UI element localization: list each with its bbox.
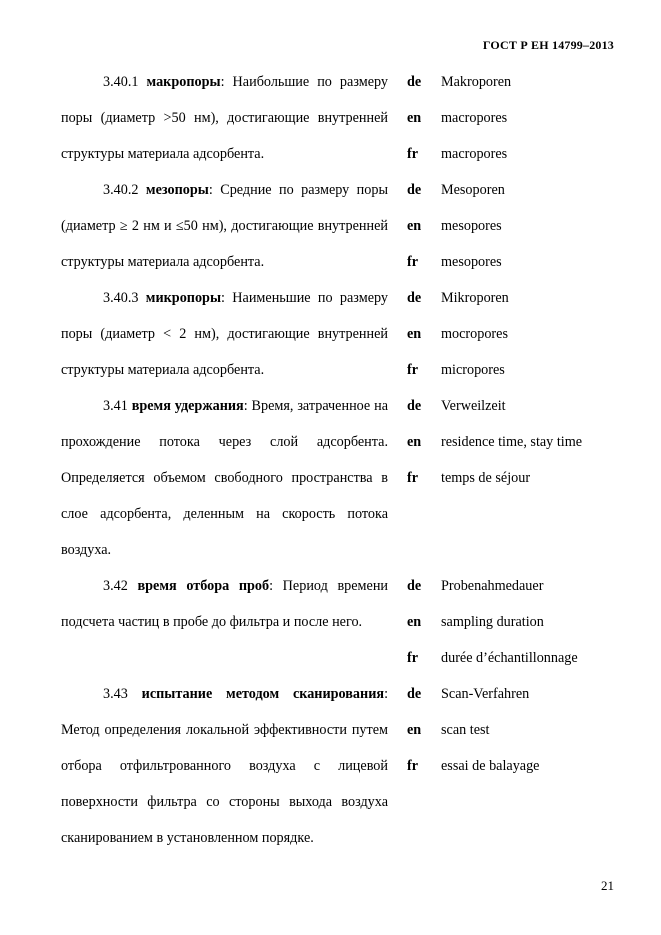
term-name: испытание методом сканирования [141,686,385,702]
translated-term: residence time, stay time [441,433,583,450]
term-definition: : Время, затраченное на прохождение потока через слой адсорбента. Определяется объемом свободного пространства в слое адсорбента, деленным на скорость потока воздуха. [61,398,388,558]
term-name: макропоры [146,74,221,90]
translation-row [407,244,505,280]
term-entry [61,676,621,856]
translated-term: macropores [441,109,508,126]
translation-row [407,316,509,352]
translation-row [407,424,582,460]
translated-term: durée d’échantillonnage [441,649,578,666]
term-entry [61,280,621,388]
translated-term: Mikroporen [441,289,509,306]
translated-term: scan test [441,721,490,738]
language-code: en [407,613,422,630]
translation-row [407,676,539,712]
term-name: мезопоры [145,182,209,198]
language-code: de [407,685,422,702]
translated-term: temps de séjour [441,469,531,486]
document-header: ГОСТ Р ЕН 14799–2013 [482,38,614,52]
language-code: fr [407,253,419,270]
translated-term: essai de balayage [441,757,540,774]
term-definition-block [61,64,388,172]
translation-row [407,640,578,676]
translation-row [407,280,509,316]
term-number: 3.40.2 [103,182,146,198]
term-definition-block [61,676,388,856]
translated-term: mesopores [441,253,502,270]
language-code: fr [407,145,419,162]
language-code: en [407,433,422,450]
language-code: de [407,289,422,306]
translation-row [407,388,582,424]
language-code: de [407,397,422,414]
language-code: en [407,325,422,342]
term-definition-block [61,172,388,280]
language-code: en [407,109,422,126]
term-entry [61,172,621,280]
language-code: de [407,73,422,90]
translation-row [407,172,505,208]
term-definition: : Метод определения локальной эффективности путем отбора отфильтрованного воздуха с лицевой поверхности фильтра со стороны выхода воздуха сканированием в установленном порядке. [61,686,389,846]
language-code: fr [407,469,419,486]
term-definition: : Наибольшие по размеру поры (диаметр >50 нм), достигающие внутренней структуры материала адсорбента. [61,74,389,162]
translated-term: Probenahmedauer [441,577,544,594]
translations-list [407,280,509,388]
translation-row [407,136,511,172]
term-number: 3.42 [103,578,138,594]
translated-term: Verweilzeit [441,397,506,414]
translation-row [407,352,509,388]
term-entry [61,64,621,172]
translated-term: micropores [441,361,505,378]
page-number: 21 [601,878,614,893]
terms-list [61,64,621,856]
term-entry [61,568,621,676]
language-code: fr [407,649,419,666]
translated-term: mocropores [441,325,508,342]
language-code: en [407,217,422,234]
translation-row [407,460,582,496]
language-code: fr [407,757,419,774]
translation-row [407,208,505,244]
translation-row [407,712,539,748]
term-name: время удержания [131,398,244,414]
translated-term: Makroporen [441,73,512,90]
language-code: en [407,721,422,738]
translation-row [407,100,511,136]
translation-row [407,64,511,100]
translations-list [407,388,582,568]
translations-list [407,676,539,856]
term-name: микропоры [145,290,222,306]
translations-list [407,64,511,172]
term-definition: : Наименьшие по размеру поры (диаметр < 2 нм), достигающие внутренней структуры материала адсорбента. [61,290,388,378]
term-definition: : Средние по размеру поры (диаметр ≥ 2 нм и ≤50 нм), достигающие внутренней структуры материала адсорбента. [61,182,388,270]
term-number: 3.43 [103,686,142,702]
translated-term: mesopores [441,217,502,234]
term-definition-block [61,568,388,676]
term-entry [61,388,621,568]
term-definition-block [61,280,388,388]
term-number: 3.41 [103,398,132,414]
term-number: 3.40.1 [103,74,147,90]
language-code: de [407,181,422,198]
term-definition-block [61,388,388,568]
term-name: время отбора проб [137,578,270,594]
term-number: 3.40.3 [103,290,146,306]
translation-row [407,748,539,784]
translations-list [407,568,578,676]
language-code: fr [407,361,419,378]
language-code: de [407,577,422,594]
translation-row [407,604,578,640]
translation-row [407,568,578,604]
translated-term: sampling duration [441,613,544,630]
translated-term: Scan-Verfahren [441,685,530,702]
translated-term: macropores [441,145,508,162]
translated-term: Mesoporen [441,181,505,198]
term-definition: : Период времени подсчета частиц в пробе до фильтра и после него. [61,578,389,630]
translations-list [407,172,505,280]
